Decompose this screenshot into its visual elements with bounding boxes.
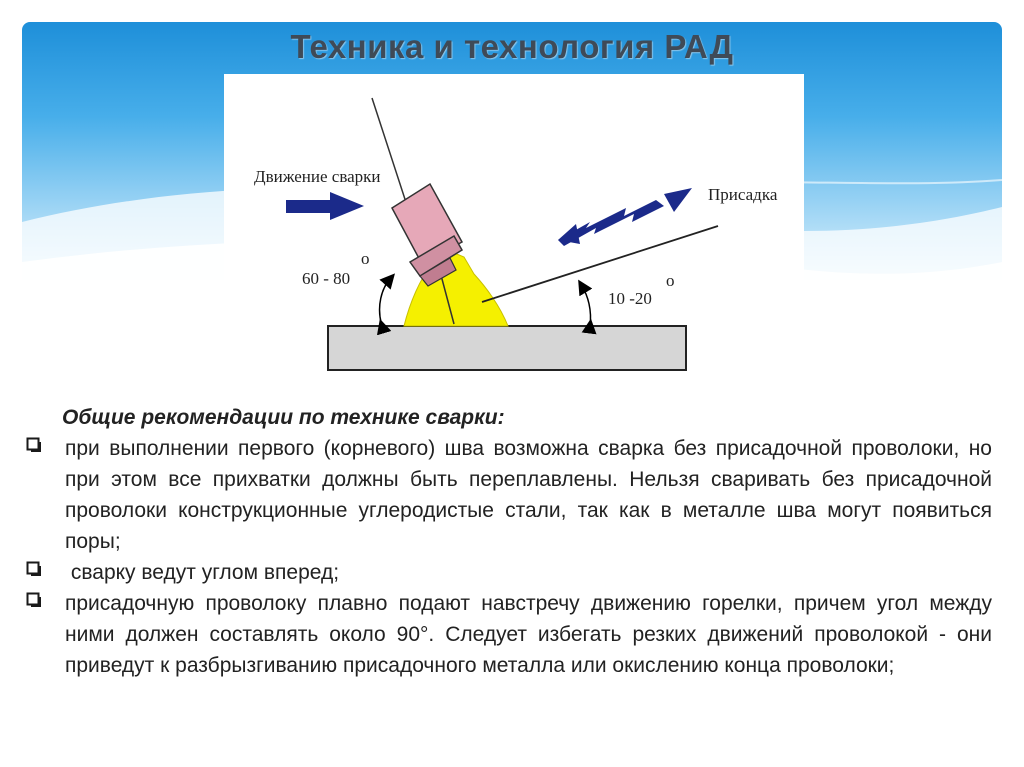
checkbox-square-icon [26,437,43,459]
label-angle-torch: 60 - 80 [302,269,351,288]
welding-diagram [224,74,804,392]
filler-feed-arrow [558,188,692,246]
label-welding-motion: Движение сварки [254,167,381,186]
recommendation-item [26,557,992,588]
torch-nozzle [392,184,462,286]
label-angle-torch-degree: о [361,249,370,268]
slide-title: Техника и технология РАД [290,28,734,65]
label-angle-filler-degree: о [666,271,675,290]
recommendation-item [26,588,992,681]
recommendations-heading: Общие рекомендации по технике сварки: [62,406,505,429]
recommendation-text: сварку ведут углом вперед; [65,561,340,584]
recommendation-text: при выполнении первого (корневого) шва возможна сварка без присадочной проволоки, но при этом все прихватки должны быть переплавлены. Нельзя сваривать без присадочной проволоки конструкционные углеродистые стали, так как в металле шва могут появиться поры; [65,437,992,553]
filler-wire [482,226,718,302]
filler-angle-arc [582,286,591,326]
torch-angle-arc [380,279,390,326]
label-angle-filler: 10 -20 [608,289,652,308]
checkbox-square-icon [26,561,43,583]
recommendation-text: присадочную проволоку плавно подают навстречу движению горелки, причем угол между ними должен составлять около 90°. Следует избегать резких движений проволокой - они приведут к разбрызгиванию присадочного металла или окислению конца проволоки; [65,592,992,677]
base-plate [328,326,686,370]
recommendation-item [26,433,992,557]
checkbox-square-icon [26,592,43,614]
label-filler: Присадка [708,185,778,204]
welding-motion-arrow [286,192,364,220]
recommendations-section [26,403,992,681]
